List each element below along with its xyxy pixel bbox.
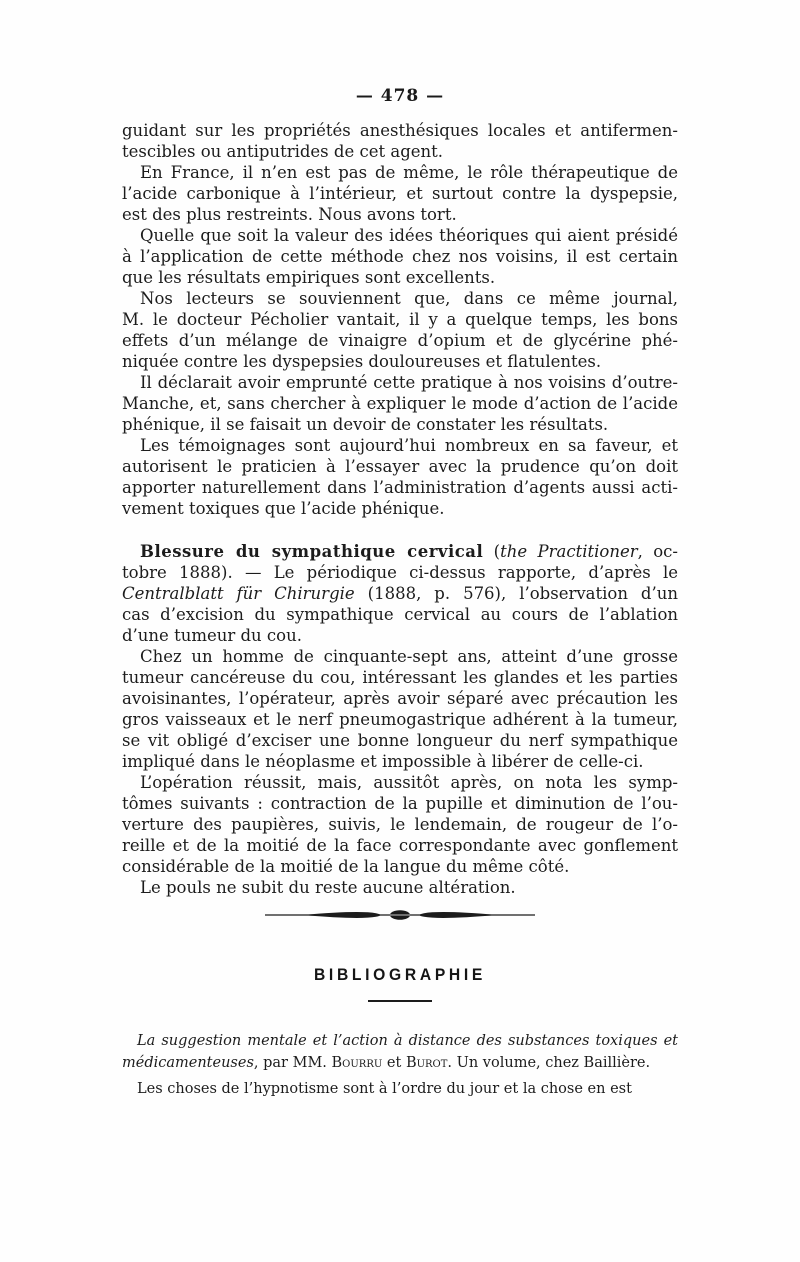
text-line [122, 120, 678, 141]
paragraph [122, 225, 678, 288]
paragraph [122, 435, 678, 519]
text-run: et [382, 1055, 406, 1071]
text-run: vement toxiques que l’acide phénique. [122, 499, 445, 518]
ornament-divider [0, 907, 800, 927]
text-run: effets d’un mélange de vinaigre d’opium et de glycérine phé- [122, 331, 678, 350]
text-run: l’acide carbonique à l’intérieur, et surtout contre la dyspepsie, [122, 184, 678, 203]
text-run: Blessure du sympathique cervical [140, 542, 484, 561]
text-line [122, 498, 678, 519]
text-line [122, 835, 678, 856]
text-run: avoisinantes, l’opérateur, après avoir séparé avec précaution les [122, 689, 678, 708]
text-run: ( [483, 542, 501, 561]
text-run: Il déclarait avoir emprunté cette pratique à nos voisins d’outre- [140, 373, 678, 392]
text-line [122, 393, 678, 414]
text-run: d’une tumeur du cou. [122, 626, 302, 645]
text-run: à l’application de cette méthode chez nos voisins, il est certain [122, 247, 678, 266]
text-line [122, 162, 678, 183]
text-run: Chez un homme de cinquante-sept ans, atteint d’une grosse [140, 647, 678, 666]
text-line [122, 351, 678, 372]
paragraph [122, 877, 678, 898]
text-line [122, 288, 678, 309]
text-run: guidant sur les propriétés anesthésiques locales et antifermen- [122, 121, 678, 140]
text-line [122, 414, 678, 435]
text-line [122, 456, 678, 477]
text-run: Burot [405, 1055, 448, 1071]
text-run: considérable de la moitié de la langue du même côté. [122, 857, 570, 876]
text-run: , oc- [637, 542, 678, 561]
text-run: Nos lecteurs se souviennent que, dans ce même journal, [140, 289, 678, 308]
text-run: médicamenteuses [122, 1055, 254, 1071]
paragraph [122, 772, 678, 877]
text-line [122, 267, 678, 288]
text-run: gros vaisseaux et le nerf pneumogastrique adhérent à la tumeur, [122, 710, 678, 729]
text-line [122, 604, 678, 625]
text-run: Quelle que soit la valeur des idées théoriques qui aient présidé [140, 226, 678, 245]
text-run: apporter naturellement dans l’administration d’agents aussi acti- [122, 478, 678, 497]
text-run: Les témoignages sont aujourd’hui nombreux en sa faveur, et [140, 436, 678, 455]
text-run: que les résultats empiriques sont excellents. [122, 268, 496, 287]
text-line [122, 1052, 678, 1074]
text-run: cas d’excision du sympathique cervical au cours de l’ablation [122, 605, 678, 624]
text-line [122, 877, 678, 898]
text-line [122, 477, 678, 498]
text-run: se vit obligé d’exciser une bonne longueur du nerf sympathique [122, 731, 678, 750]
text-line [122, 730, 678, 751]
paragraph [122, 541, 678, 646]
text-line [122, 1030, 678, 1052]
text-line [122, 856, 678, 877]
text-run: verture des paupières, suivis, le lendemain, de rougeur de l’o- [122, 815, 678, 834]
text-line [122, 141, 678, 162]
text-run: L’opération réussit, mais, aussitôt après, on nota les symp- [140, 773, 678, 792]
text-run: Le pouls ne subit du reste aucune altération. [140, 878, 516, 897]
text-run: M. le docteur Pécholier vantait, il y a quelque temps, les bons [122, 310, 678, 329]
text-run: the Practitioner [500, 542, 638, 561]
paragraph [122, 1030, 678, 1074]
text-line [122, 1078, 678, 1100]
text-run: autorisent le praticien à l’essayer avec la prudence qu’on doit [122, 457, 678, 476]
bibliography-text [122, 1030, 678, 1100]
text-line [122, 583, 678, 604]
text-run: . Un volume, chez Baillière. [447, 1055, 651, 1071]
text-run: En France, il n’en est pas de même, le rôle thérapeutique de [140, 163, 678, 182]
text-line [122, 541, 678, 562]
text-line [122, 435, 678, 456]
text-line [122, 667, 678, 688]
text-run: , par MM. [253, 1055, 332, 1071]
text-line [122, 625, 678, 646]
bibliography-section-title: BIBLIOGRAPHIE [313, 965, 487, 984]
text-line [122, 183, 678, 204]
text-run: niquée contre les dyspepsies douloureuses et flatulentes. [122, 352, 602, 371]
text-line [122, 204, 678, 225]
text-run: La suggestion mentale et l’action à distance des substances toxiques et [137, 1033, 678, 1049]
paragraph [122, 1078, 678, 1100]
text-run: tobre 1888). — Le périodique ci-dessus rapporte, d’après le [122, 563, 678, 582]
paragraph [122, 288, 678, 372]
text-line [122, 246, 678, 267]
text-run: reille et de la moitié de la face correspondante avec gonflement [122, 836, 678, 855]
paragraph [122, 646, 678, 772]
text-line [122, 562, 678, 583]
text-line [122, 372, 678, 393]
text-run: tumeur cancéreuse du cou, intéressant les glandes et les parties [122, 668, 678, 687]
text-run: Manche, et, sans chercher à expliquer le mode d’action de l’acide [122, 394, 678, 413]
text-line [122, 814, 678, 835]
text-run: tescibles ou antiputrides de cet agent. [122, 142, 444, 161]
text-line [122, 688, 678, 709]
tapered-rule-ornament-icon [263, 907, 537, 923]
text-line [122, 225, 678, 246]
text-line [122, 772, 678, 793]
text-line [122, 309, 678, 330]
page-number: — 478 — [355, 86, 445, 106]
paragraph [122, 120, 678, 162]
text-line [122, 330, 678, 351]
text-line [122, 751, 678, 772]
text-run: (1888, p. 576), l’observation d’un [354, 584, 678, 603]
text-run: phénique, il se faisait un devoir de constater les résultats. [122, 415, 609, 434]
text-run: Les choses de l’hypnotisme sont à l’ordre du jour et la chose en est [137, 1081, 632, 1097]
paragraph [122, 162, 678, 225]
article-text [122, 120, 678, 898]
bibliography-title-rule [368, 1000, 432, 1002]
text-run: Centralblatt für Chirurgie [122, 584, 355, 603]
text-line [122, 793, 678, 814]
text-run: tômes suivants : contraction de la pupille et diminution de l’ou- [122, 794, 678, 813]
text-run: impliqué dans le néoplasme et impossible à libérer de celle-ci. [122, 752, 644, 771]
paragraph [122, 372, 678, 435]
text-line [122, 709, 678, 730]
text-line [122, 646, 678, 667]
text-run: est des plus restreints. Nous avons tort. [122, 205, 457, 224]
text-run: Bourru [331, 1055, 383, 1071]
